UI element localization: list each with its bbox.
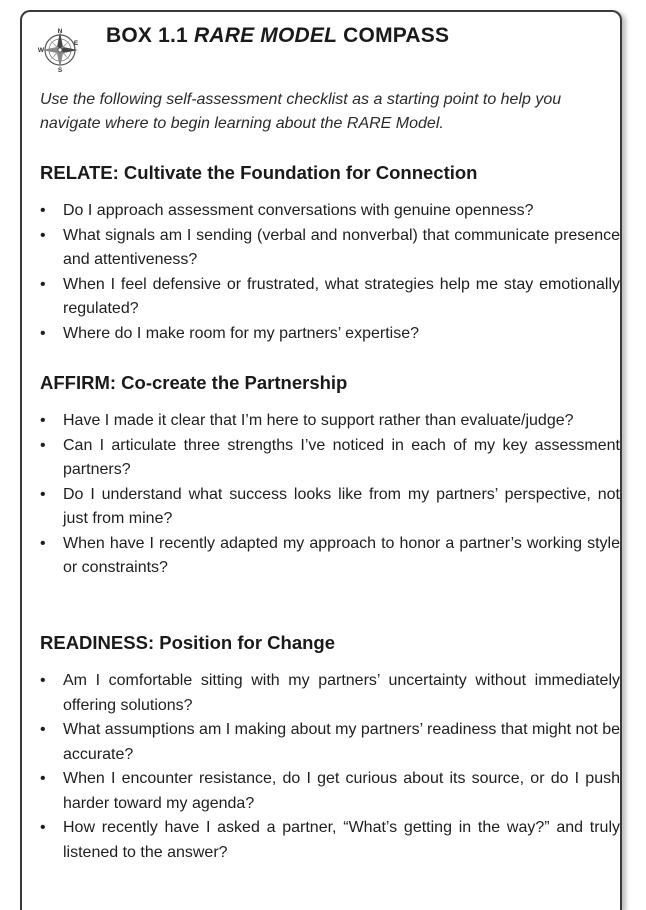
- box-title: [106, 24, 449, 48]
- list-item: • Am I comfortable sitting with my partners’ uncertainty without immediately offering solutions?: [40, 669, 620, 718]
- compass-letter-n: N: [57, 28, 63, 35]
- list-item: • How recently have I asked a partner, “What’s getting in the way?” and truly listened to the answer?: [40, 816, 620, 865]
- section-subheading: Co-create the Partnership: [116, 372, 348, 393]
- list-item: • Do I approach assessment conversations with genuine openness?: [40, 199, 620, 224]
- box-label: BOX 1.1: [106, 24, 194, 47]
- section-readiness: [40, 630, 620, 865]
- list-item: • Where do I make room for my partners’ expertise?: [40, 322, 620, 347]
- list-item: • Can I articulate three strengths I’ve noticed in each of my key assessment partners?: [40, 434, 620, 483]
- section-subheading: Cultivate the Foundation for Connection: [118, 162, 478, 183]
- section-heading: [40, 160, 620, 186]
- list-item: • What signals am I sending (verbal and nonverbal) that communicate presence and attentiveness?: [40, 224, 620, 273]
- compass-letter-s: S: [57, 67, 63, 74]
- checklist: [40, 409, 620, 581]
- section-keyword: RELATE:: [40, 162, 119, 183]
- list-item: • Have I made it clear that I’m here to support rather than evaluate/judge?: [40, 409, 620, 434]
- section-subheading: Position for Change: [154, 632, 335, 653]
- list-item: • What assumptions am I making about my partners’ readiness that might not be accurate?: [40, 718, 620, 767]
- section-heading: [40, 370, 620, 396]
- compass-letter-w: W: [37, 47, 45, 54]
- list-item: • When I feel defensive or frustrated, what strategies help me stay emotionally regulated?: [40, 273, 620, 322]
- section-keyword: AFFIRM:: [40, 372, 117, 393]
- model-name: RARE MODEL: [193, 24, 338, 47]
- checklist: [40, 199, 620, 346]
- list-item: • When have I recently adapted my approach to honor a partner’s working style or constraints?: [40, 532, 620, 581]
- section-affirm: [40, 370, 620, 581]
- compass-letter-e: E: [73, 40, 79, 47]
- section-keyword: READINESS:: [40, 632, 155, 653]
- compass-rose-icon: [36, 26, 84, 74]
- intro-text: Use the following self-assessment checklist as a starting point to help you navigate where to begin learning about the RARE Model.: [40, 91, 562, 132]
- list-item: • When I encounter resistance, do I get curious about its source, or do I push harder toward my agenda?: [40, 767, 620, 816]
- section-heading: [40, 630, 620, 656]
- list-item: • Do I understand what success looks like from my partners’ perspective, not just from mine?: [40, 483, 620, 532]
- title-tail: COMPASS: [337, 24, 450, 47]
- checklist: [40, 669, 620, 865]
- section-relate: [40, 160, 620, 346]
